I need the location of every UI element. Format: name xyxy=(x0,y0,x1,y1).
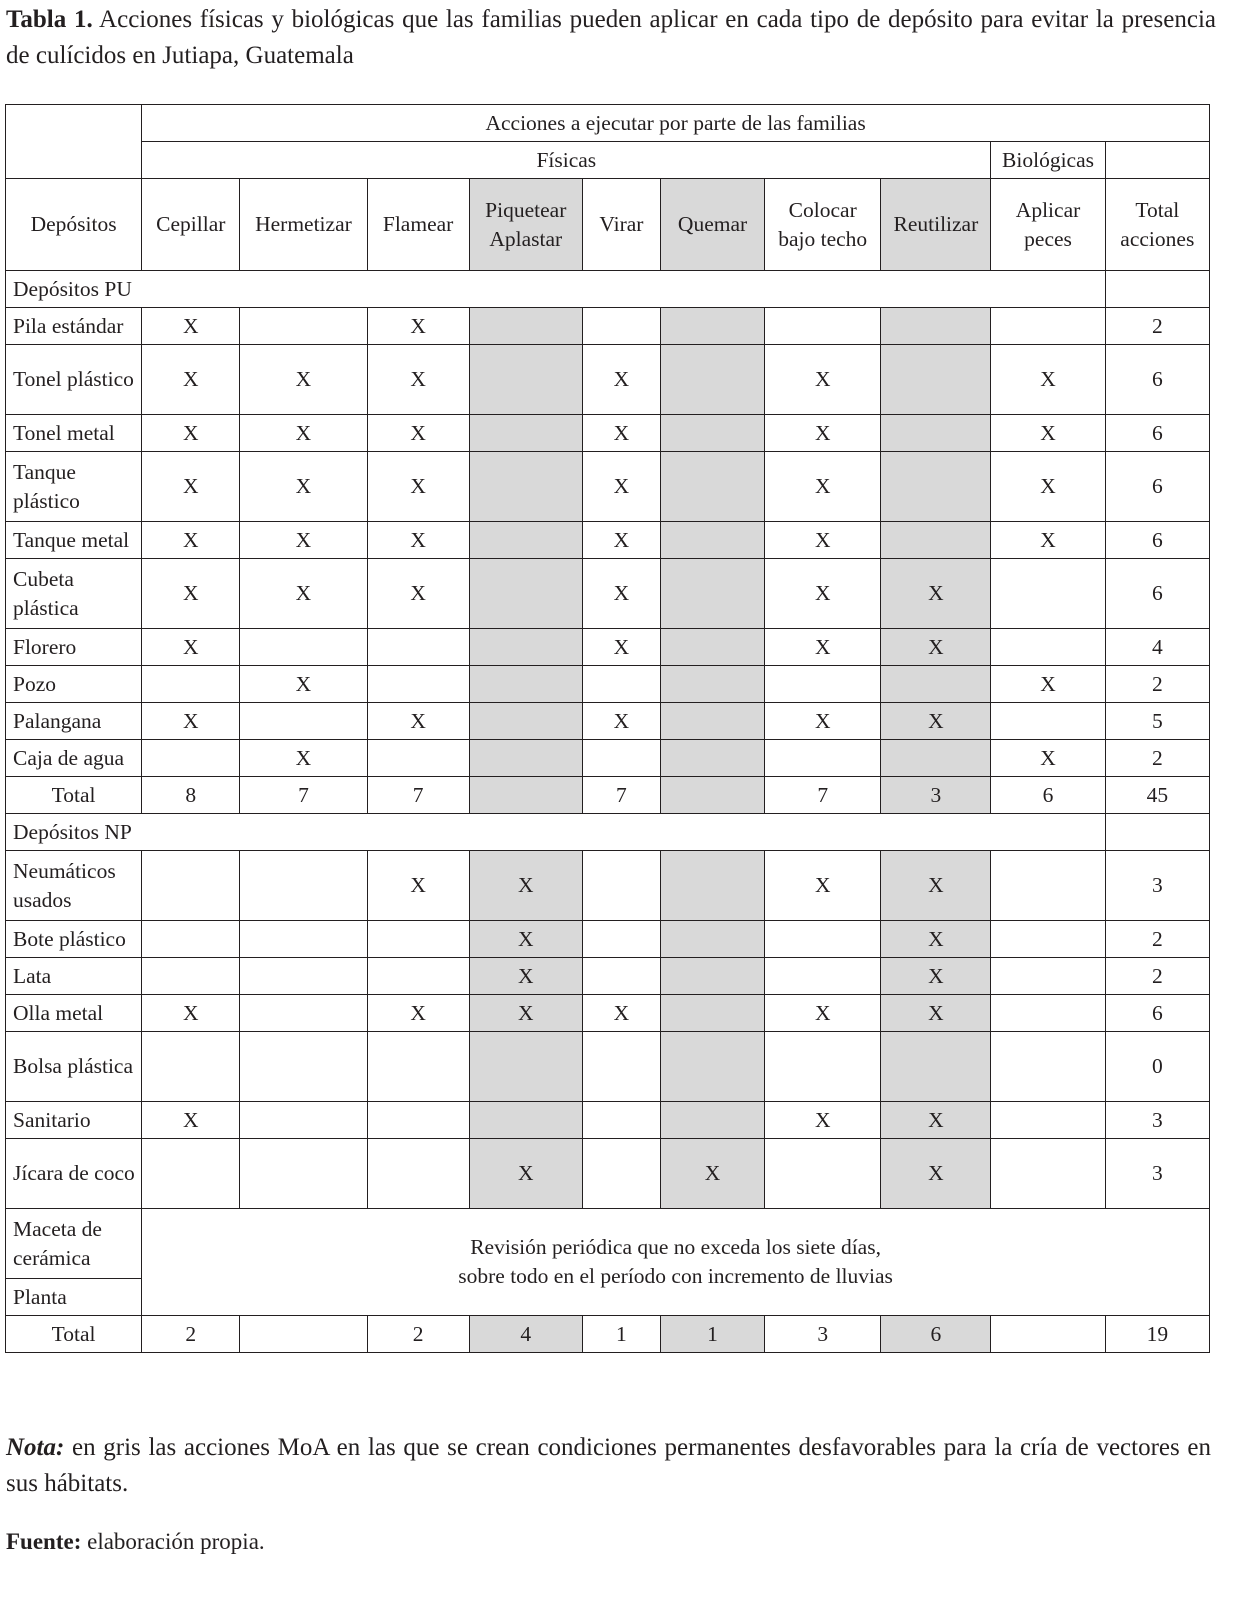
table-row xyxy=(6,415,1210,452)
action-mark xyxy=(765,921,881,958)
action-mark xyxy=(660,1032,764,1102)
action-mark: X xyxy=(765,452,881,522)
section-row xyxy=(6,814,1210,851)
action-mark xyxy=(991,1139,1105,1209)
row-label: Bolsa plástica xyxy=(6,1032,142,1102)
action-mark xyxy=(991,921,1105,958)
row-total: 2 xyxy=(1105,958,1209,995)
total-value: 2 xyxy=(142,1316,240,1353)
row-label: Maceta de cerámica xyxy=(6,1209,142,1279)
action-mark xyxy=(660,522,764,559)
merged-note-line: sobre todo en el período con incremento de lluvias xyxy=(458,1264,893,1288)
total-value: 19 xyxy=(1105,1316,1209,1353)
table-row xyxy=(6,452,1210,522)
row-label: Olla metal xyxy=(6,995,142,1032)
action-mark: X xyxy=(142,345,240,415)
row-total: 2 xyxy=(1105,921,1209,958)
action-mark xyxy=(367,921,469,958)
actions-table xyxy=(5,104,1210,1353)
action-mark xyxy=(582,921,660,958)
action-mark: X xyxy=(142,559,240,629)
action-mark xyxy=(991,559,1105,629)
row-total: 6 xyxy=(1105,345,1209,415)
action-mark: X xyxy=(765,559,881,629)
action-mark: X xyxy=(240,740,367,777)
total-value: 4 xyxy=(469,1316,582,1353)
action-mark: X xyxy=(582,415,660,452)
action-mark xyxy=(240,851,367,921)
action-mark xyxy=(469,522,582,559)
action-mark: X xyxy=(991,415,1105,452)
action-mark xyxy=(660,703,764,740)
action-mark xyxy=(469,559,582,629)
biological-header: Biológicas xyxy=(991,142,1105,179)
table-source xyxy=(6,1524,1211,1560)
column-header: Colocar bajo techo xyxy=(765,179,881,271)
header-row-columns xyxy=(6,179,1210,271)
column-header: Virar xyxy=(582,179,660,271)
action-mark xyxy=(660,740,764,777)
action-mark: X xyxy=(991,345,1105,415)
total-value: 3 xyxy=(881,777,991,814)
row-total: 3 xyxy=(1105,851,1209,921)
action-mark xyxy=(142,740,240,777)
row-label: Tanque plástico xyxy=(6,452,142,522)
action-mark: X xyxy=(582,703,660,740)
action-mark: X xyxy=(142,522,240,559)
action-mark: X xyxy=(469,958,582,995)
action-mark: X xyxy=(881,629,991,666)
total-value: 7 xyxy=(582,777,660,814)
action-mark: X xyxy=(469,995,582,1032)
action-mark: X xyxy=(765,522,881,559)
column-header: Cepillar xyxy=(142,179,240,271)
action-mark: X xyxy=(367,415,469,452)
section-title: Depósitos NP xyxy=(6,814,1106,851)
table-row xyxy=(6,345,1210,415)
total-value xyxy=(991,1316,1105,1353)
physical-header: Físicas xyxy=(142,142,991,179)
action-mark xyxy=(367,958,469,995)
action-mark: X xyxy=(367,703,469,740)
total-value: 7 xyxy=(367,777,469,814)
action-mark xyxy=(660,921,764,958)
action-mark xyxy=(660,1102,764,1139)
row-total: 3 xyxy=(1105,1102,1209,1139)
action-mark xyxy=(991,1102,1105,1139)
column-header: Total acciones xyxy=(1105,179,1209,271)
row-label: Neumáticos usados xyxy=(6,851,142,921)
action-mark: X xyxy=(765,345,881,415)
action-mark: X xyxy=(240,559,367,629)
action-mark xyxy=(367,629,469,666)
column-header: Aplicar peces xyxy=(991,179,1105,271)
action-mark xyxy=(991,995,1105,1032)
total-row xyxy=(6,777,1210,814)
row-total: 0 xyxy=(1105,1032,1209,1102)
total-value: 6 xyxy=(881,1316,991,1353)
total-value: 3 xyxy=(765,1316,881,1353)
total-value: 1 xyxy=(582,1316,660,1353)
action-mark: X xyxy=(582,345,660,415)
row-total: 6 xyxy=(1105,415,1209,452)
total-value: 6 xyxy=(991,777,1105,814)
table-row xyxy=(6,629,1210,666)
group-header: Acciones a ejecutar por parte de las familias xyxy=(142,105,1210,142)
table-row xyxy=(6,1102,1210,1139)
row-total: 4 xyxy=(1105,629,1209,666)
action-mark xyxy=(240,308,367,345)
table-row xyxy=(6,1032,1210,1102)
action-mark xyxy=(469,1102,582,1139)
action-mark xyxy=(582,1102,660,1139)
row-total: 2 xyxy=(1105,740,1209,777)
action-mark xyxy=(469,666,582,703)
action-mark xyxy=(765,308,881,345)
action-mark xyxy=(240,1102,367,1139)
table-row xyxy=(6,666,1210,703)
action-mark xyxy=(991,1032,1105,1102)
action-mark xyxy=(240,1032,367,1102)
action-mark: X xyxy=(142,1102,240,1139)
action-mark: X xyxy=(881,1102,991,1139)
source-text: elaboración propia. xyxy=(87,1529,265,1554)
total-value xyxy=(660,777,764,814)
action-mark xyxy=(582,666,660,703)
action-mark xyxy=(881,522,991,559)
row-total: 6 xyxy=(1105,452,1209,522)
row-label: Pila estándar xyxy=(6,308,142,345)
note-text: en gris las acciones MoA en las que se crean condiciones permanentes desfavorables para la cría de vectores en sus hábitats. xyxy=(6,1434,1211,1497)
action-mark xyxy=(991,703,1105,740)
action-mark xyxy=(582,1139,660,1209)
action-mark xyxy=(881,452,991,522)
action-mark xyxy=(881,345,991,415)
action-mark xyxy=(142,851,240,921)
action-mark: X xyxy=(367,308,469,345)
table-row xyxy=(6,703,1210,740)
row-label: Bote plástico xyxy=(6,921,142,958)
action-mark xyxy=(991,629,1105,666)
table-row xyxy=(6,522,1210,559)
action-mark: X xyxy=(765,415,881,452)
action-mark xyxy=(660,851,764,921)
action-mark xyxy=(142,921,240,958)
action-mark: X xyxy=(765,851,881,921)
row-total: 6 xyxy=(1105,522,1209,559)
table-note xyxy=(6,1430,1211,1502)
action-mark: X xyxy=(881,559,991,629)
action-mark: X xyxy=(367,452,469,522)
action-mark xyxy=(881,740,991,777)
row-label: Cubeta plástica xyxy=(6,559,142,629)
action-mark xyxy=(367,666,469,703)
action-mark: X xyxy=(469,851,582,921)
action-mark: X xyxy=(367,559,469,629)
action-mark xyxy=(582,958,660,995)
action-mark: X xyxy=(582,522,660,559)
action-mark: X xyxy=(991,740,1105,777)
action-mark: X xyxy=(881,1139,991,1209)
total-value xyxy=(240,1316,367,1353)
action-mark: X xyxy=(240,415,367,452)
caption-text: Acciones físicas y biológicas que las familias pueden aplicar en cada tipo de depósito para evitar la presencia de culícidos en Jutiapa, Guatemala xyxy=(6,6,1216,69)
action-mark xyxy=(142,1139,240,1209)
total-value: 2 xyxy=(367,1316,469,1353)
action-mark: X xyxy=(142,995,240,1032)
action-mark: X xyxy=(582,629,660,666)
action-mark xyxy=(582,740,660,777)
row-total: 3 xyxy=(1105,1139,1209,1209)
table-row xyxy=(6,308,1210,345)
action-mark: X xyxy=(469,921,582,958)
table-caption xyxy=(6,2,1216,74)
action-mark xyxy=(991,851,1105,921)
total-value: 7 xyxy=(240,777,367,814)
action-mark: X xyxy=(240,452,367,522)
column-header: Hermetizar xyxy=(240,179,367,271)
section-title: Depósitos PU xyxy=(6,271,1106,308)
action-mark xyxy=(367,1102,469,1139)
action-mark: X xyxy=(240,522,367,559)
total-value: 1 xyxy=(660,1316,764,1353)
table-row xyxy=(6,921,1210,958)
merged-note xyxy=(142,1209,1210,1316)
action-mark: X xyxy=(469,1139,582,1209)
action-mark xyxy=(765,958,881,995)
action-mark xyxy=(240,995,367,1032)
table-row xyxy=(6,740,1210,777)
action-mark: X xyxy=(660,1139,764,1209)
row-label: Pozo xyxy=(6,666,142,703)
action-mark: X xyxy=(881,703,991,740)
action-mark xyxy=(881,308,991,345)
action-mark xyxy=(469,1032,582,1102)
header-row-group xyxy=(6,105,1210,142)
action-mark: X xyxy=(881,851,991,921)
total-label: Total xyxy=(6,777,142,814)
total-value: 7 xyxy=(765,777,881,814)
row-label: Florero xyxy=(6,629,142,666)
action-mark xyxy=(660,452,764,522)
action-mark xyxy=(367,740,469,777)
table-row xyxy=(6,1209,1210,1279)
row-label: Caja de agua xyxy=(6,740,142,777)
action-mark: X xyxy=(367,522,469,559)
row-label: Lata xyxy=(6,958,142,995)
total-value: 8 xyxy=(142,777,240,814)
action-mark xyxy=(367,1032,469,1102)
action-mark xyxy=(469,703,582,740)
row-label: Planta xyxy=(6,1279,142,1316)
action-mark xyxy=(582,1032,660,1102)
action-mark xyxy=(765,740,881,777)
action-mark xyxy=(240,703,367,740)
column-header: Piquetear Aplastar xyxy=(469,179,582,271)
row-total: 6 xyxy=(1105,559,1209,629)
caption-label: Tabla 1. xyxy=(6,6,93,33)
total-value xyxy=(469,777,582,814)
column-header: Flamear xyxy=(367,179,469,271)
action-mark: X xyxy=(240,666,367,703)
action-mark xyxy=(367,1139,469,1209)
action-mark xyxy=(660,995,764,1032)
action-mark: X xyxy=(240,345,367,415)
action-mark xyxy=(240,1139,367,1209)
action-mark xyxy=(660,415,764,452)
action-mark xyxy=(469,740,582,777)
action-mark xyxy=(660,629,764,666)
corner-cell xyxy=(6,105,142,179)
blank-header-cell xyxy=(1105,142,1209,179)
action-mark xyxy=(582,308,660,345)
action-mark xyxy=(240,629,367,666)
note-label: Nota: xyxy=(6,1434,65,1461)
total-label: Total xyxy=(6,1316,142,1353)
table-row xyxy=(6,851,1210,921)
action-mark xyxy=(765,666,881,703)
action-mark: X xyxy=(991,522,1105,559)
action-mark: X xyxy=(991,452,1105,522)
action-mark xyxy=(142,1032,240,1102)
table-row xyxy=(6,958,1210,995)
action-mark: X xyxy=(367,345,469,415)
row-total: 6 xyxy=(1105,995,1209,1032)
action-mark: X xyxy=(881,995,991,1032)
action-mark xyxy=(765,1139,881,1209)
action-mark: X xyxy=(991,666,1105,703)
action-mark: X xyxy=(367,851,469,921)
action-mark xyxy=(660,559,764,629)
action-mark xyxy=(142,666,240,703)
action-mark xyxy=(469,345,582,415)
column-header: Quemar xyxy=(660,179,764,271)
action-mark xyxy=(660,958,764,995)
row-total: 5 xyxy=(1105,703,1209,740)
depositos-header: Depósitos xyxy=(6,179,142,271)
action-mark: X xyxy=(765,629,881,666)
row-total: 2 xyxy=(1105,308,1209,345)
action-mark: X xyxy=(142,703,240,740)
header-row-types xyxy=(6,142,1210,179)
row-label: Jícara de coco xyxy=(6,1139,142,1209)
total-row xyxy=(6,1316,1210,1353)
action-mark: X xyxy=(582,452,660,522)
row-label: Tonel metal xyxy=(6,415,142,452)
row-label: Tonel plástico xyxy=(6,345,142,415)
table-row xyxy=(6,995,1210,1032)
action-mark xyxy=(660,345,764,415)
action-mark: X xyxy=(142,308,240,345)
column-header: Reutilizar xyxy=(881,179,991,271)
action-mark: X xyxy=(367,995,469,1032)
action-mark xyxy=(991,308,1105,345)
row-label: Palangana xyxy=(6,703,142,740)
action-mark: X xyxy=(881,958,991,995)
action-mark xyxy=(469,308,582,345)
action-mark xyxy=(881,666,991,703)
action-mark xyxy=(240,958,367,995)
action-mark xyxy=(660,666,764,703)
action-mark: X xyxy=(582,995,660,1032)
action-mark: X xyxy=(582,559,660,629)
action-mark xyxy=(582,851,660,921)
action-mark: X xyxy=(765,703,881,740)
action-mark: X xyxy=(142,629,240,666)
action-mark xyxy=(991,958,1105,995)
merged-note-line: Revisión periódica que no exceda los siete días, xyxy=(470,1235,881,1259)
action-mark xyxy=(469,629,582,666)
action-mark xyxy=(240,921,367,958)
action-mark xyxy=(765,1032,881,1102)
action-mark xyxy=(142,958,240,995)
action-mark xyxy=(469,415,582,452)
table-row xyxy=(6,1139,1210,1209)
action-mark: X xyxy=(765,995,881,1032)
action-mark: X xyxy=(881,921,991,958)
row-label: Sanitario xyxy=(6,1102,142,1139)
table-row xyxy=(6,559,1210,629)
blank-total-cell xyxy=(1105,271,1209,308)
action-mark: X xyxy=(142,415,240,452)
action-mark xyxy=(660,308,764,345)
action-mark xyxy=(881,1032,991,1102)
total-value: 45 xyxy=(1105,777,1209,814)
action-mark: X xyxy=(765,1102,881,1139)
row-label: Tanque metal xyxy=(6,522,142,559)
source-label: Fuente: xyxy=(6,1529,82,1554)
action-mark xyxy=(881,415,991,452)
blank-total-cell xyxy=(1105,814,1209,851)
action-mark: X xyxy=(142,452,240,522)
row-total: 2 xyxy=(1105,666,1209,703)
action-mark xyxy=(469,452,582,522)
section-row xyxy=(6,271,1210,308)
